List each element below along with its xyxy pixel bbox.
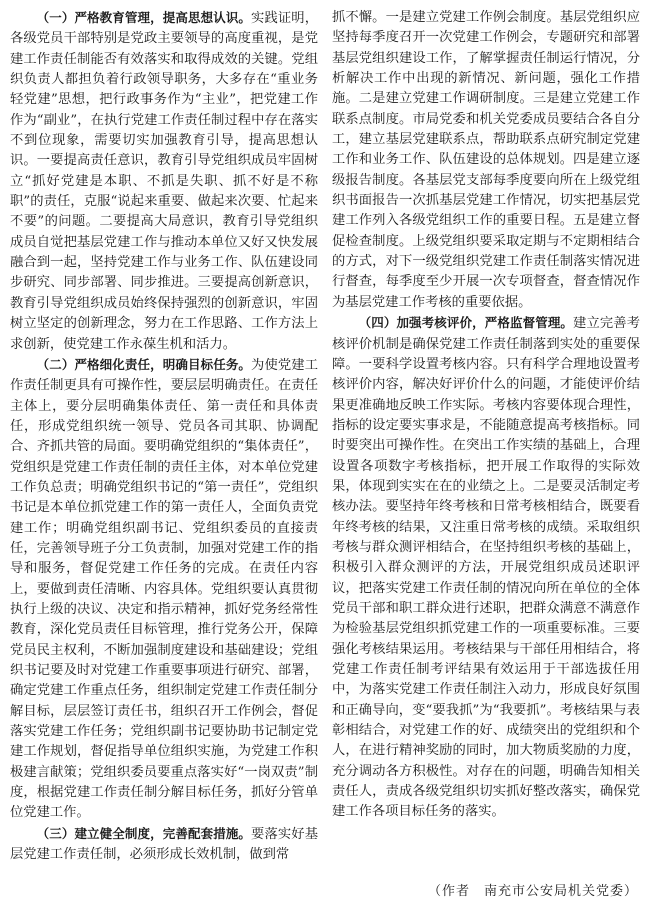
- paragraph-3-continued: [332, 8, 640, 313]
- right-column: [332, 8, 640, 865]
- paragraph-2: [10, 355, 318, 824]
- paragraph-body-2: 为使党建工作责任制更具有可操作性，要层层明确责任。在责任主体上，要分层明确集体责任、第一责任和具体责任，形成党组织统一领导、党员各司其职、协调配合、齐抓共管的局面。要明确党组织的“集体责任”，党组织是党建工作责任制的责任主体，对本单位党建工作负总责；明确党组织书记的“第一责任”，党组织书记是本单位抓党建工作的第一责任人，全面负责党建工作；明确党组织副书记、党组织委员的直接责任，完善领导班子分工负责制，加强对党建工作的指导和服务，督促党建工作任务的完成。在责任内容上，要做到责任清晰、内容具体。党组织要认真贯彻执行上级的决议、决定和指示精神，抓好党务经常性教育，深化党员责任目标管理，推行党务公开，保障党员民主权利，不断加强制度建设和基础建设；党组织书记要及时对党建工作重要事项进行研究、部署，确定党建工作重点任务，组织制定党建工作责任制分解目标，层层签订责任书，组织召开工作例会，督促落实党建工作任务；党组织副书记要协助书记制定党建工作规划，督促指导单位组织实施，为党建工作积极建言献策；党组织委员要重点落实好“一岗双责”制度，根据党建工作责任制分解目标任务，抓好分管单位党建工作。: [10, 357, 318, 821]
- paragraph-3: [10, 824, 318, 866]
- paragraph-4: [332, 313, 640, 823]
- section-heading-1: （一）严格教育管理，提高思想认识。: [36, 10, 252, 25]
- paragraph-body-4: 建立完善考核评价机制是确保党建工作责任制落到实处的重要保障。一要科学设置考核内容。只有科学合理地设置考核评价内容，解决好评价什么的问题，才能使评价结果更准确地反映工作实际。考核内容要体现合理性，指标的设定要实事求是，不能随意提高考核指标。同时要突出可操作性。在突出工作实绩的基础上，合理设置各项数字考核指标，把开展工作取得的实际效果，体现到实实在在的业绩之上。二是要灵活制定考核办法。要坚持年终考核和日常考核相结合，既要看年终考核的结果，又注重日常考核的成绩。采取组织考核与群众测评相结合，在坚持组织考核的基础上，积极引入群众测评的方法，开展党组织成员述职评议，把落实党建工作责任制的情况向所在单位的全体党员干部和职工群众进行述职，把群众满意不满意作为检验基层党组织抓党建工作的一项重要标准。三要强化考核结果运用。考核结果与干部任用相结合，将党建工作责任制考评结果有效运用于干部选拔任用中，为落实党建工作责任制注入动力，形成良好氛围和正确导向，变“要我抓”为“我要抓”。考核结果与表彰相结合，对党建工作的好、成绩突出的党组织和个人，在进行精神奖励的同时，加大物质奖励的力度，充分调动各方积极性。对存在的问题，明确告知相关责任人，责成各级党组织切实抓好整改落实，确保党建工作各项目标任务的落实。: [332, 316, 640, 820]
- section-heading-2: （二）严格细化责任，明确目标任务。: [36, 356, 252, 372]
- paragraph-1: [10, 8, 318, 355]
- paragraph-body-3: 要落实好基层党建工作责任制，必须形成长效机制，做到常: [10, 826, 318, 863]
- section-heading-4: （四）加强考核评价，严格监督管理。: [358, 315, 574, 331]
- left-column: [10, 8, 318, 865]
- section-heading-3: （三）建立健全制度，完善配套措施。: [36, 825, 252, 841]
- paragraph-body-1: 实践证明，各级党员干部特别是党政主要领导的高度重视，是党建工作责任制能否有效落实和取得成效的关键。党组织负责人都担负着行政领导职务，大多存在“重业务轻党建”思想，把行政事务作为“主业”，把党建工作作为“副业”，在执行党建工作责任制过程中存在落实不到位现象，需要切实加强教育引导，提高思想认识。一要提高责任意识，教育引导党组织成员牢固树立“抓好党建是本职、不抓是失职、抓不好是不称职”的责任，克服“说起来重要、做起来次要、忙起来不要”的问题。二要提高大局意识，教育引导党组织成员自觉把基层党建工作与推动本单位又好又快发展融合到一起，坚持党建工作与业务工作、队伍建设同步研究、同步部署、同步推进。三要提高创新意识，教育引导党组织成员始终保持强烈的创新意识，牢固树立坚定的创新理念，努力在工作思路、工作方法上求创新，使党建工作永葆生机和活力。: [10, 11, 318, 352]
- text-columns: [10, 8, 640, 865]
- author-byline: （作者 南充市公安局机关党委）: [427, 884, 638, 899]
- paragraph-body-3-continued: 抓不懈。一是建立党建工作例会制度。基层党组织应坚持每季度召开一次党建工作例会，专题研究和部署基层党组织建设工作，了解掌握责任制运行情况，分析解决工作中出现的新情况、新问题，强化工作措施。二是建立党建工作调研制度。三是建立党建工作联系点制度。市局党委和机关党委成员要结合各自分工，建立基层党建联系点，帮助联系点研究制定党建工作和业务工作、队伍建设的总体规划。四是建立逐级报告制度。各基层党支部每季度要向所在上级党组织书面报告一次抓基层党建工作情况，切实把基层党建工作列入各级党组织工作的重要日程。五是建立督促检查制度。上级党组织要采取定期与不定期相结合的方式，对下一级党组织党建工作责任制落实情况进行督查，每季度至少开展一次专项督查，督查情况作为基层党建工作考核的重要依据。: [332, 10, 640, 310]
